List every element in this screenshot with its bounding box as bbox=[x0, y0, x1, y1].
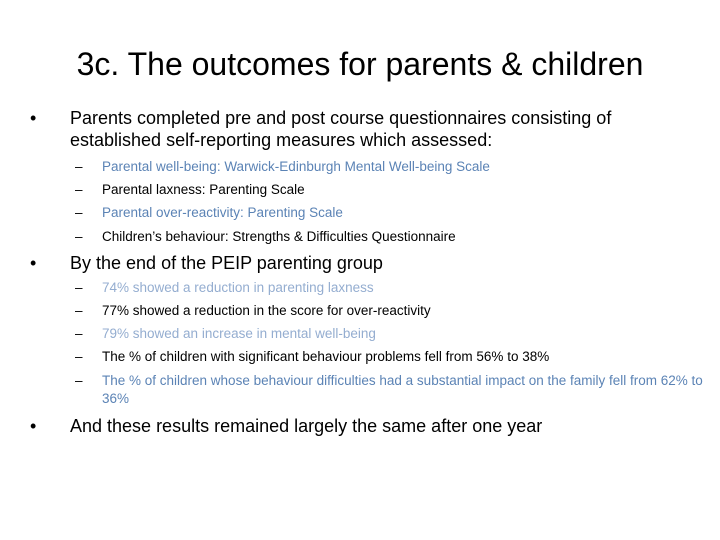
sub-item-text: The % of children with significant behaviour problems fell from 56% to 38% bbox=[102, 349, 550, 364]
sub-item-text: 77% showed a reduction in the score for over-reactivity bbox=[102, 303, 431, 318]
bullet-text: Parents completed pre and post course questionnaires consisting of established self-reporting measures which assessed: bbox=[70, 108, 612, 150]
dash-icon: – bbox=[75, 205, 83, 220]
sub-item-text: 74% showed a reduction in parenting laxness bbox=[102, 280, 374, 295]
sub-item-text: 79% showed an increase in mental well-being bbox=[102, 326, 376, 341]
dash-icon: – bbox=[75, 182, 83, 197]
bullet-icon: • bbox=[30, 108, 37, 128]
dash-icon: – bbox=[75, 373, 83, 388]
slide-title: 3c. The outcomes for parents & children bbox=[76, 46, 644, 82]
sub-item-text: Parental well-being: Warwick-Edinburgh Mental Well-being Scale bbox=[102, 159, 490, 174]
bullet-icon: • bbox=[30, 416, 37, 436]
bullet-icon: • bbox=[30, 253, 37, 273]
sub-item-text: Parental laxness: Parenting Scale bbox=[102, 182, 305, 197]
dash-icon: – bbox=[75, 159, 83, 174]
dash-icon: – bbox=[75, 280, 83, 295]
sub-item-text: Children’s behaviour: Strengths & Difficulties Questionnaire bbox=[102, 229, 456, 244]
sub-item-text: Parental over-reactivity: Parenting Scale bbox=[102, 205, 343, 220]
dash-icon: – bbox=[75, 326, 83, 341]
dash-icon: – bbox=[75, 229, 83, 244]
bullet-text: And these results remained largely the same after one year bbox=[70, 416, 543, 436]
sub-item-text: The % of children whose behaviour difficulties had a substantial impact on the family fell from 62% to 36% bbox=[102, 373, 703, 406]
bullet-text: By the end of the PEIP parenting group bbox=[70, 253, 383, 273]
dash-icon: – bbox=[75, 303, 83, 318]
dash-icon: – bbox=[75, 349, 83, 364]
